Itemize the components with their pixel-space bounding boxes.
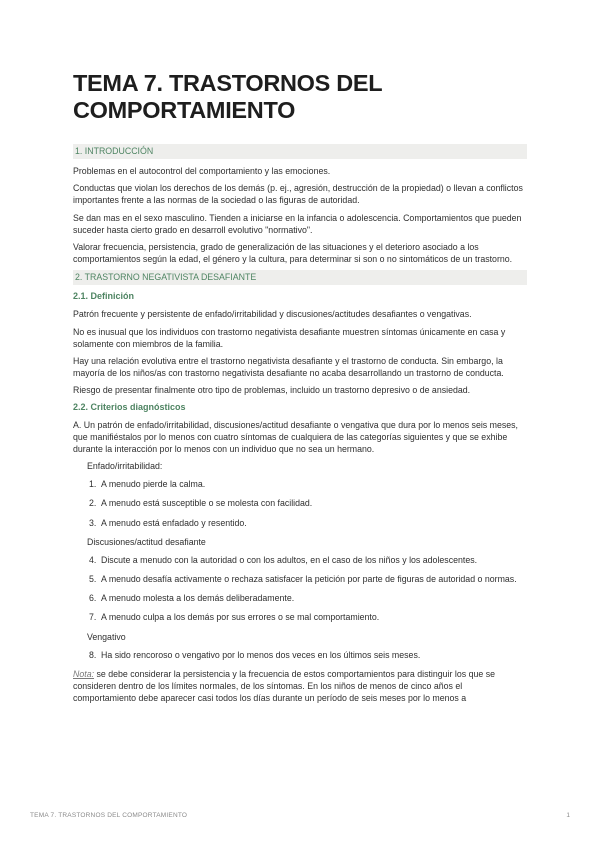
- paragraph: Riesgo de presentar finalmente otro tipo de problemas, incluido un trastorno depresivo o de ansiedad.: [73, 385, 471, 396]
- list-number: 6.: [89, 593, 97, 604]
- list-item: [73, 573, 527, 585]
- paragraph: Se dan mas en el sexo masculino. Tienden a iniciarse en la infancia o adolescencia. Comportamientos que pueden suceder hasta cierto grado en desarroll evolutivo "normativo".: [73, 212, 522, 235]
- list-item: [73, 611, 527, 623]
- group-label-discusiones: Discusiones/actitud desafiante: [87, 536, 206, 547]
- subheading-definicion: 2.1. Definición: [73, 291, 135, 302]
- section-heading-tnd: 2. TRASTORNO NEGATIVISTA DESAFIANTE: [73, 270, 527, 285]
- group-label-vengativo: Vengativo: [87, 631, 126, 642]
- page-number: 1: [566, 812, 570, 819]
- note-text: se debe considerar la persistencia y la frecuencia de estos comportamientos para distinguir los que se consideren dentro de los límites normales, de los síntomas. En los niños de menos de cinco años el comportamiento debe aparecer casi todos los días durante un período de seis meses por lo menos a: [73, 668, 495, 704]
- list-item: [73, 649, 527, 661]
- list-item: [73, 478, 527, 490]
- list-text: A menudo pierde la calma.: [101, 479, 206, 490]
- list-item: [73, 554, 527, 566]
- list-text: A menudo culpa a los demás por sus errores o se mal comportamiento.: [101, 612, 380, 623]
- list-text: Ha sido rencoroso o vengativo por lo menos dos veces en los últimos seis meses.: [101, 649, 421, 660]
- list-item: [73, 497, 527, 509]
- section-heading-introduccion: 1. INTRODUCCIÓN: [73, 144, 527, 159]
- note-paragraph: [73, 668, 527, 705]
- list-number: 1.: [89, 479, 97, 490]
- list-text: Discute a menudo con la autoridad o con los adultos, en el caso de los niños y los adolescentes.: [101, 554, 478, 565]
- list-number: 2.: [89, 498, 97, 509]
- paragraph: No es inusual que los individuos con trastorno negativista desafiante muestren síntomas únicamente en casa y solamente con miembros de la familia.: [73, 326, 506, 349]
- title-line-2: COMPORTAMIENTO: [73, 97, 296, 123]
- list-text: A menudo molesta a los demás deliberadamente.: [101, 593, 295, 604]
- paragraph: Hay una relación evolutiva entre el trastorno negativista desafiante y el trastorno de conducta. Sin embargo, la mayoría de los niños/as con trastorno negativista desafiante no acaba desarrollando un trastorno de conducta.: [73, 356, 504, 379]
- title-line-1: TEMA 7. TRASTORNOS DEL: [73, 70, 383, 96]
- footer-title: TEMA 7. TRASTORNOS DEL COMPORTAMIENTO: [30, 812, 188, 819]
- list-number: 8.: [89, 649, 97, 660]
- list-text: A menudo desafía activamente o rechaza satisfacer la petición por parte de figuras de autoridad o normas.: [101, 574, 517, 585]
- group-label-enfado: Enfado/irritabilidad:: [87, 461, 163, 472]
- list-text: A menudo está enfadado y resentido.: [101, 517, 247, 528]
- list-number: 4.: [89, 554, 97, 565]
- document-title: [73, 70, 527, 124]
- paragraph: Problemas en el autocontrol del comportamiento y las emociones.: [73, 166, 331, 176]
- note-label: Nota:: [73, 668, 95, 679]
- list-text: A menudo está susceptible o se molesta con facilidad.: [101, 498, 313, 509]
- paragraph: Conductas que violan los derechos de los demás (p. ej., agresión, destrucción de la propiedad) o llevan a conflictos importantes frente a las normas de la sociedad o las figuras de autoridad.: [73, 183, 523, 206]
- paragraph: Patrón frecuente y persistente de enfado/irritabilidad y discusiones/actitudes desafiantes o vengativas.: [73, 309, 472, 320]
- list-number: 5.: [89, 574, 97, 585]
- criterion-a: A. Un patrón de enfado/irritabilidad, discusiones/actitud desafiante o vengativa que dura por lo menos seis meses, que manifiéstalos por lo menos con cuatro síntomas de cualquiera de las categorías siguientes y que se exhibe durante la interacción por lo menos con un individuo que no sea un hermano.: [73, 419, 518, 455]
- list-number: 3.: [89, 517, 97, 528]
- document-page: [73, 70, 527, 709]
- list-number: 7.: [89, 612, 97, 623]
- list-item: [73, 592, 527, 604]
- paragraph: Valorar frecuencia, persistencia, grado de generalización de las situaciones y el deterioro asociado a los comportamientos según la edad, el género y la cultura, para determinar si son o no sintomáticos de un trastorno.: [73, 242, 513, 265]
- list-item: [73, 517, 527, 529]
- subheading-criterios: 2.2. Criterios diagnósticos: [73, 401, 186, 412]
